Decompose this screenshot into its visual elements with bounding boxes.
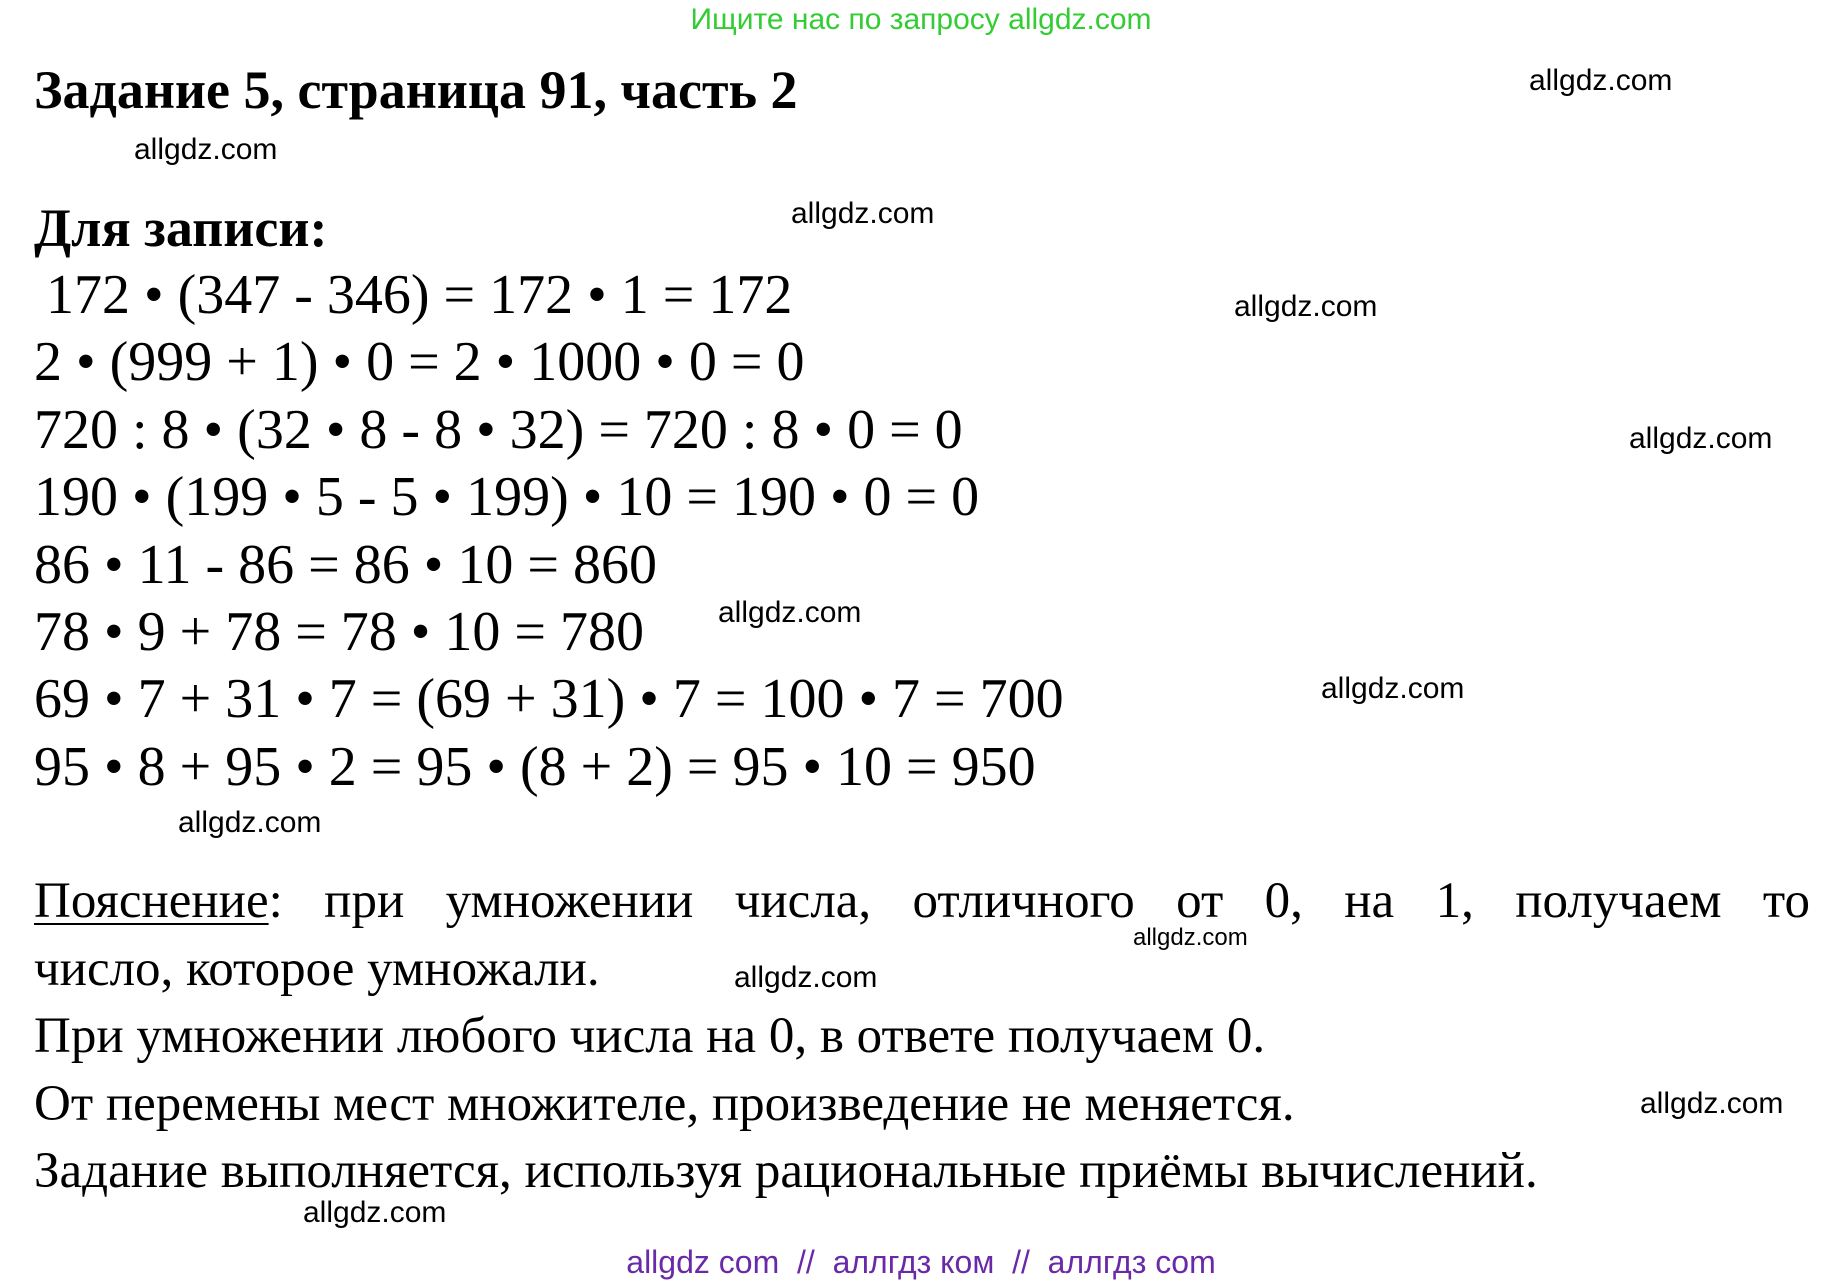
- equation-line: 190 • (199 • 5 - 5 • 199) • 10 = 190 • 0 = 0: [34, 466, 980, 529]
- watermark: allgdz.com: [1629, 422, 1773, 455]
- equation-line: 69 • 7 + 31 • 7 = (69 + 31) • 7 = 100 • 7 = 700: [34, 668, 1064, 731]
- explanation-line: [34, 868, 1810, 936]
- watermark: allgdz.com: [1234, 290, 1378, 323]
- page-title: Задание 5, страница 91, часть 2: [34, 60, 798, 120]
- equation-line: 2 • (999 + 1) • 0 = 2 • 1000 • 0 = 0: [34, 331, 805, 394]
- explanation-block: [34, 868, 1810, 1206]
- explanation-line: число, которое умножали.: [34, 940, 600, 997]
- equation-line: 720 : 8 • (32 • 8 - 8 • 32) = 720 : 8 • 0 = 0: [34, 398, 963, 461]
- watermark: allgdz.com: [1133, 924, 1248, 951]
- top-banner: Ищите нас по запросу allgdz.com: [690, 3, 1152, 36]
- watermark: allgdz.com: [1321, 672, 1465, 705]
- explanation-line: При умножении любого числа на 0, в ответе получаем 0.: [34, 1008, 1266, 1064]
- watermark: allgdz.com: [1640, 1087, 1784, 1120]
- watermark: allgdz.com: [134, 133, 278, 166]
- watermark: allgdz.com: [303, 1196, 447, 1229]
- section-label: Для записи:: [34, 198, 328, 258]
- watermark: allgdz.com: [178, 806, 322, 839]
- equation-line: 86 • 11 - 86 = 86 • 10 = 860: [34, 533, 657, 596]
- equation-line: 95 • 8 + 95 • 2 = 95 • (8 + 2) = 95 • 10 = 950: [34, 735, 1036, 798]
- equation-line: 78 • 9 + 78 = 78 • 10 = 780: [34, 600, 644, 663]
- explanation-label: Пояснение: [34, 873, 269, 929]
- watermark: allgdz.com: [791, 197, 935, 230]
- watermark: allgdz.com: [718, 596, 862, 629]
- watermark: allgdz.com: [734, 961, 878, 994]
- explanation-text: : при умножении числа, отличного от 0, на 1, получаем то: [268, 873, 1810, 929]
- explanation-line: Задание выполняется, используя рациональные приёмы вычислений.: [34, 1143, 1538, 1199]
- equation-list: [34, 262, 1064, 801]
- watermark: allgdz.com: [1529, 64, 1673, 97]
- explanation-line: От перемены мест множителе, произведение не меняется.: [34, 1075, 1295, 1132]
- equation-line: 172 • (347 - 346) = 172 • 1 = 172: [46, 264, 793, 326]
- footer-links: allgdz com // аллгдз ком // аллгдз com: [626, 1244, 1216, 1280]
